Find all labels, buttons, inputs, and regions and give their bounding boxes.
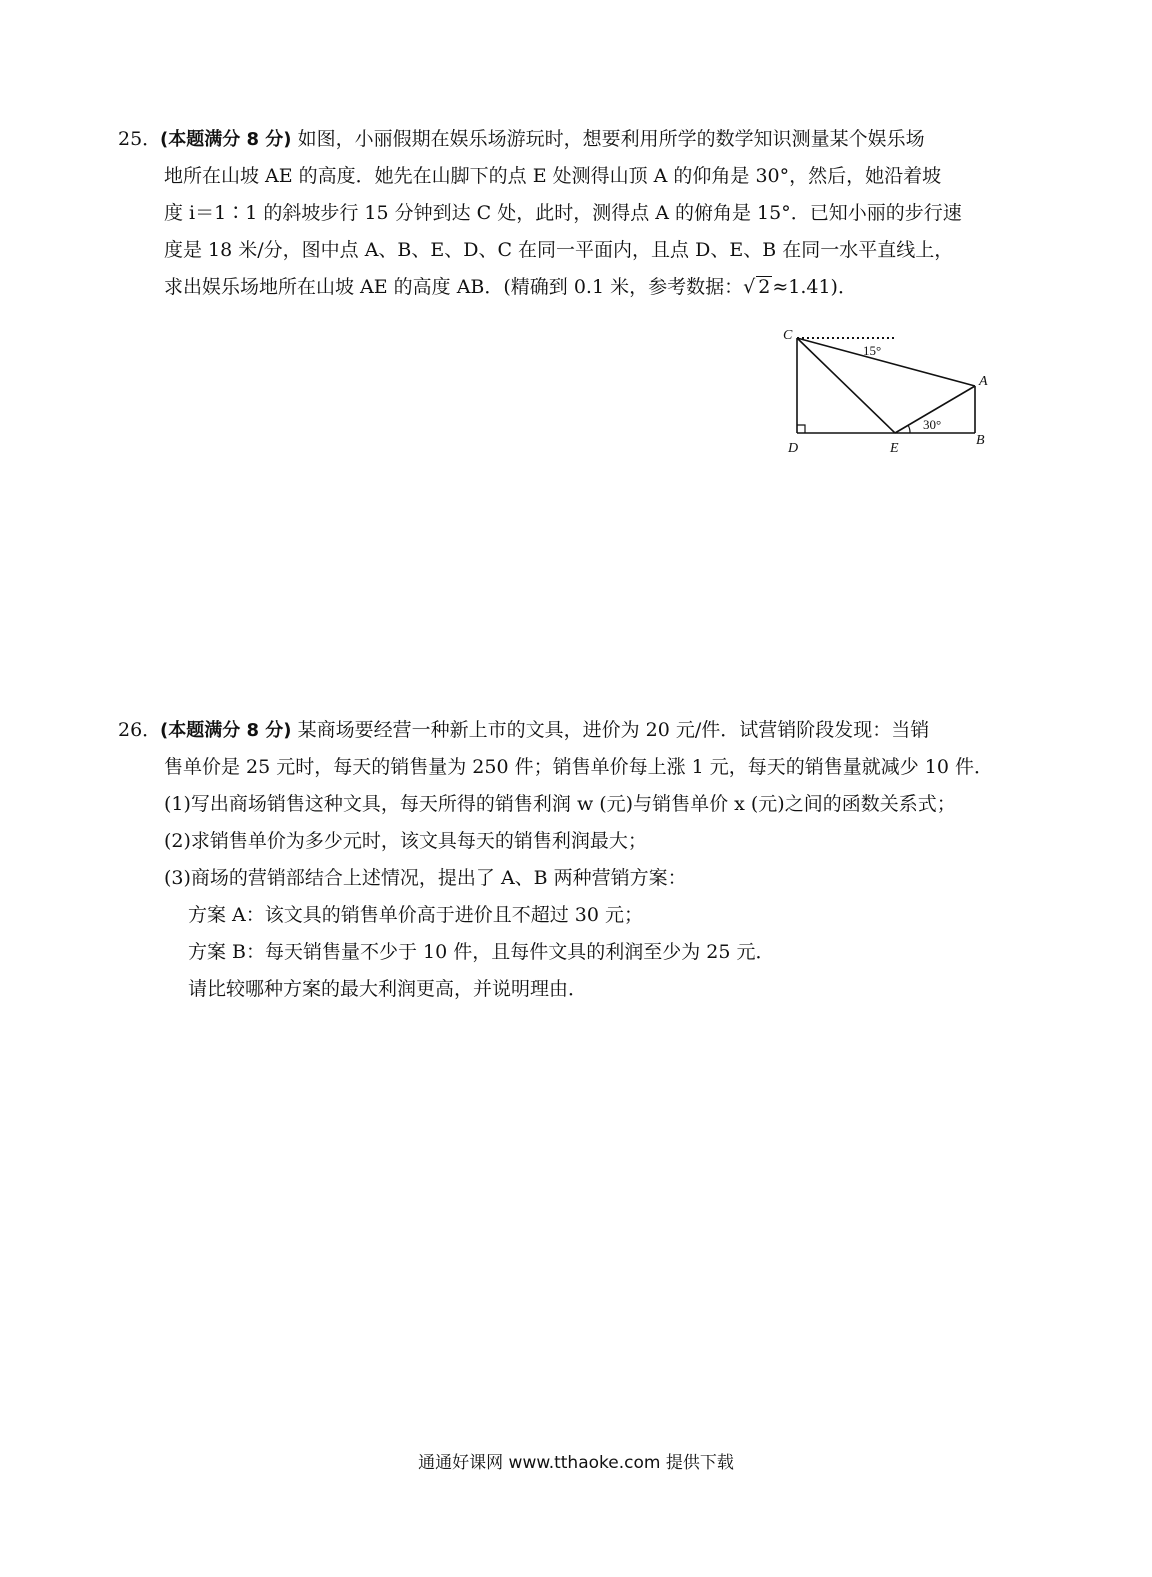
problem-25-tail: ≈1.41)． bbox=[772, 276, 857, 298]
label-E: E bbox=[890, 441, 899, 456]
problem-26-intro-1: 某商场要经营一种新上市的文具，进价为 20 元/件．试营销阶段发现：当销 bbox=[297, 719, 930, 741]
segment-CA bbox=[797, 338, 975, 386]
comparison-question: 请比较哪种方案的最大利润更高，并说明理由． bbox=[188, 978, 588, 1000]
label-B: B bbox=[976, 433, 985, 448]
page-footer: 通通好课网 www.tthaoke.com 提供下载 bbox=[418, 1453, 734, 1473]
problem-25-line-5 bbox=[118, 269, 1038, 306]
sqrt-sign: √ bbox=[743, 276, 756, 298]
problem-26-header: (本题满分 8 分) bbox=[160, 720, 292, 741]
problem-26 bbox=[118, 712, 1038, 1008]
question-2: (2)求销售单价为多少元时，该文具每天的销售利润最大； bbox=[164, 830, 647, 852]
plan-b: 方案 B：每天销售量不少于 10 件，且每件文具的利润至少为 25 元． bbox=[188, 941, 775, 963]
geometry-figure bbox=[775, 320, 1005, 460]
sqrt-radicand: 2 bbox=[758, 276, 771, 298]
problem-26-intro-2: 售单价是 25 元时，每天的销售量为 250 件；销售单价每上涨 1 元，每天的销售量就减少 10 件． bbox=[164, 756, 994, 778]
problem-25-header: (本题满分 8 分) bbox=[160, 129, 292, 150]
label-D: D bbox=[788, 441, 799, 456]
question-3: (3)商场的营销部结合上述情况，提出了 A、B 两种营销方案： bbox=[164, 867, 687, 889]
angle-arc-30 bbox=[908, 425, 910, 433]
label-C: C bbox=[783, 328, 793, 343]
label-A: A bbox=[979, 374, 988, 389]
plan-a: 方案 A：该文具的销售单价高于进价且不超过 30 元； bbox=[188, 904, 644, 926]
problem-25-line-1 bbox=[118, 121, 1038, 158]
problem-25 bbox=[118, 121, 1038, 306]
angle-label-30: 30° bbox=[923, 417, 942, 432]
problem-26-line-1 bbox=[118, 712, 1038, 749]
problem-25-text-3: 度 i＝1∶1 的斜坡步行 15 分钟到达 C 处，此时，测得点 A 的俯角是 15°．已知小丽的步行速 bbox=[164, 202, 962, 224]
right-angle-mark bbox=[797, 425, 805, 433]
problem-25-text-5: 求出娱乐场地所在山坡 AE 的高度 AB．(精确到 0.1 米，参考数据： bbox=[164, 276, 744, 298]
problem-25-number: 25． bbox=[118, 128, 162, 150]
question-1: (1)写出商场销售这种文具，每天所得的销售利润 w (元)与销售单价 x (元)之间的函数关系式； bbox=[164, 793, 956, 815]
problem-26-number: 26． bbox=[118, 719, 162, 741]
problem-25-text-4: 度是 18 米/分，图中点 A、B、E、D、C 在同一平面内，且点 D、E、B 在同一水平直线上， bbox=[164, 239, 954, 261]
angle-label-15: 15° bbox=[863, 343, 882, 358]
problem-25-text-1: 如图，小丽假期在娱乐场游玩时，想要利用所学的数学知识测量某个娱乐场 bbox=[297, 128, 925, 150]
problem-25-text-2: 地所在山坡 AE 的高度．她先在山脚下的点 E 处测得山顶 A 的仰角是 30°，然后，她沿着坡 bbox=[164, 165, 942, 187]
